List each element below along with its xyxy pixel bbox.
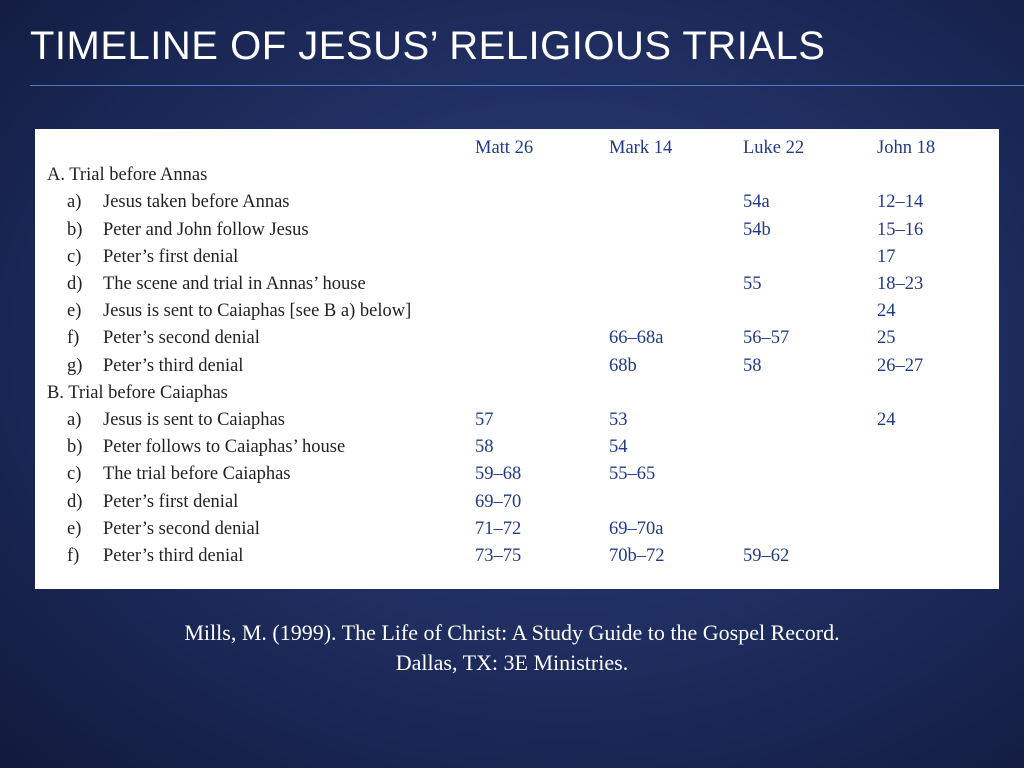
- row-label: Peter follows to Caiaphas’ house: [103, 437, 346, 458]
- title-divider: [30, 85, 1024, 86]
- row-letter: c): [67, 246, 82, 267]
- table-row: [35, 189, 999, 216]
- cell-mark: 66–68a: [609, 328, 664, 349]
- row-letter: d): [67, 491, 83, 512]
- cell-mark: [609, 244, 743, 271]
- section-title-b: B. Trial before Caiaphas: [47, 382, 228, 403]
- cell-matt: [475, 298, 609, 325]
- cell-luke: [743, 489, 877, 516]
- table-row: [35, 489, 999, 516]
- table-row: [35, 325, 999, 352]
- table-row: [35, 543, 999, 570]
- header-john: John 18: [877, 138, 936, 158]
- row-letter: e): [67, 301, 82, 322]
- row-label: Peter’s first denial: [103, 246, 239, 267]
- cell-matt: 59–68: [475, 464, 522, 485]
- row-letter: b): [67, 219, 83, 240]
- slide-title: TIMELINE OF JESUS’ RELIGIOUS TRIALS: [30, 24, 826, 68]
- cell-john: [877, 461, 999, 488]
- row-letter: f): [67, 546, 80, 567]
- row-letter: a): [67, 192, 82, 213]
- cell-mark: 68b: [609, 355, 637, 376]
- cell-john: [877, 434, 999, 461]
- row-letter: g): [67, 355, 83, 376]
- cell-luke: [743, 516, 877, 543]
- row-letter: b): [67, 437, 83, 458]
- cell-luke: [743, 407, 877, 434]
- cell-matt: [475, 271, 609, 298]
- row-label: Peter’s third denial: [103, 546, 244, 567]
- cell-mark: [609, 271, 743, 298]
- header-matt: Matt 26: [475, 138, 534, 158]
- row-label: Peter’s third denial: [103, 355, 244, 376]
- table-row: [35, 244, 999, 271]
- cell-luke: 59–62: [743, 546, 790, 567]
- cell-john: 15–16: [877, 219, 924, 240]
- citation-line-1: Mills, M. (1999). The Life of Christ: A Study Guide to the Gospel Record.: [184, 620, 840, 645]
- table-row: [35, 434, 999, 461]
- row-label: Peter and John follow Jesus: [103, 219, 309, 240]
- row-letter: c): [67, 464, 82, 485]
- table-row: [35, 516, 999, 543]
- trials-table-panel: [35, 129, 999, 589]
- row-letter: e): [67, 518, 82, 539]
- cell-mark: [609, 298, 743, 325]
- cell-luke: [743, 461, 877, 488]
- cell-mark: 70b–72: [609, 546, 665, 567]
- table-row: [35, 271, 999, 298]
- table-row: [35, 353, 999, 380]
- row-letter: f): [67, 328, 80, 349]
- cell-luke: 54a: [743, 192, 770, 213]
- row-label: Jesus is sent to Caiaphas: [103, 410, 285, 431]
- cell-matt: [475, 244, 609, 271]
- row-label: Peter’s first denial: [103, 491, 239, 512]
- cell-john: [877, 516, 999, 543]
- cell-luke: 58: [743, 355, 762, 376]
- table-row: [35, 461, 999, 488]
- cell-john: 12–14: [877, 192, 924, 213]
- section-title-a: A. Trial before Annas: [47, 165, 208, 186]
- cell-john: 18–23: [877, 274, 924, 295]
- cell-john: [877, 489, 999, 516]
- table-row: [35, 407, 999, 434]
- cell-luke: 55: [743, 274, 762, 295]
- header-mark: Mark 14: [609, 138, 673, 158]
- section-row-a: [35, 162, 999, 189]
- cell-matt: 73–75: [475, 546, 522, 567]
- cell-john: 24: [877, 410, 896, 431]
- cell-luke: 56–57: [743, 328, 790, 349]
- cell-matt: 69–70: [475, 491, 522, 512]
- cell-mark: 54: [609, 437, 628, 458]
- cell-matt: [475, 325, 609, 352]
- cell-john: [877, 543, 999, 570]
- cell-john: 26–27: [877, 355, 924, 376]
- row-label: Jesus taken before Annas: [103, 192, 290, 213]
- table-row: [35, 217, 999, 244]
- citation: [0, 618, 1024, 678]
- row-label: Jesus is sent to Caiaphas [see B a) below]: [103, 301, 412, 322]
- citation-line-2: Dallas, TX: 3E Ministries.: [395, 650, 629, 675]
- row-label: Peter’s second denial: [103, 328, 260, 349]
- cell-mark: [609, 489, 743, 516]
- header-luke: Luke 22: [743, 138, 805, 158]
- cell-matt: 57: [475, 410, 494, 431]
- cell-matt: 71–72: [475, 518, 522, 539]
- cell-luke: [743, 244, 877, 271]
- trials-table: [35, 135, 999, 570]
- row-letter: d): [67, 274, 83, 295]
- cell-mark: [609, 189, 743, 216]
- cell-john: 24: [877, 301, 896, 322]
- cell-matt: [475, 189, 609, 216]
- cell-mark: 55–65: [609, 464, 656, 485]
- cell-luke: [743, 434, 877, 461]
- cell-john: 17: [877, 246, 896, 267]
- cell-luke: 54b: [743, 219, 771, 240]
- header-row: [35, 135, 999, 162]
- table-row: [35, 298, 999, 325]
- row-label: The scene and trial in Annas’ house: [103, 274, 366, 295]
- cell-matt: [475, 353, 609, 380]
- cell-mark: [609, 217, 743, 244]
- cell-john: 25: [877, 328, 896, 349]
- cell-mark: 69–70a: [609, 518, 664, 539]
- cell-matt: [475, 217, 609, 244]
- cell-mark: 53: [609, 410, 628, 431]
- row-label: Peter’s second denial: [103, 518, 260, 539]
- section-row-b: [35, 380, 999, 407]
- cell-luke: [743, 298, 877, 325]
- row-label: The trial before Caiaphas: [103, 464, 291, 485]
- row-letter: a): [67, 410, 82, 431]
- cell-matt: 58: [475, 437, 494, 458]
- header-blank: [35, 135, 475, 162]
